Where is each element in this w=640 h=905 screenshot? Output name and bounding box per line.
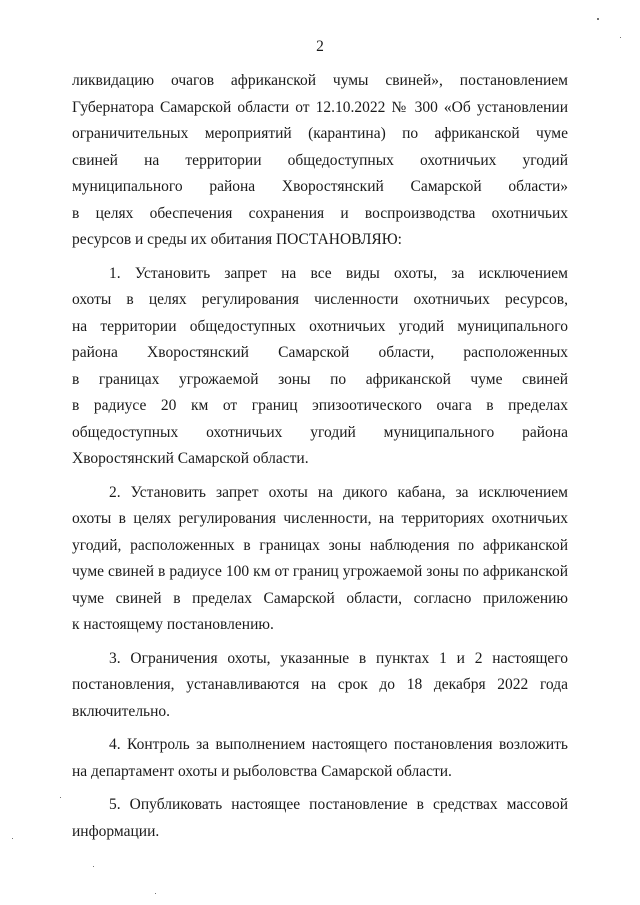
scan-speck bbox=[620, 37, 621, 38]
text-line: Губернатора Самарской области от 12.10.2022 № 300 «Об установлении bbox=[72, 98, 568, 116]
text-line: ресурсов и среды их обитания ПОСТАНОВЛЯЮ: bbox=[72, 231, 402, 248]
text-line: свиней на территории общедоступных охотничьих угодий bbox=[72, 151, 568, 169]
text-line: в целях обеспечения сохранения и воспроизводства охотничьих bbox=[72, 204, 568, 222]
text-line: чуме свиней в пределах Самарской области, согласно приложению bbox=[72, 589, 568, 607]
paragraph-item-1 bbox=[72, 261, 568, 473]
text-line: 1. Установить запрет на все виды охоты, за исключением bbox=[109, 264, 568, 282]
paragraph-item-3 bbox=[72, 646, 568, 726]
text-line: информации. bbox=[72, 822, 160, 840]
text-line: на территории общедоступных охотничьих угодий муниципального bbox=[72, 317, 568, 335]
text-line: охоты в целях регулирования численности, на территориях охотничьих bbox=[72, 510, 568, 527]
text-line: общедоступных охотничьих угодий муниципального района bbox=[72, 423, 568, 441]
paragraph-item-4 bbox=[72, 732, 568, 785]
text-line: на департамент охоты и рыболовства Самарской области. bbox=[72, 762, 452, 780]
paragraph-intro bbox=[72, 68, 568, 254]
text-line: 2. Установить запрет охоты на дикого кабана, за исключением bbox=[109, 483, 568, 501]
text-line: ограничительных мероприятий (карантина) по африканской чуме bbox=[72, 125, 568, 142]
text-line: чуме свиней в радиусе 100 км от границ угрожаемой зоны по африканской bbox=[72, 563, 568, 580]
text-line: 5. Опубликовать настоящее постановление в средствах массовой bbox=[109, 796, 568, 813]
page-number: 2 bbox=[316, 38, 324, 55]
text-line: ликвидацию очагов африканской чумы свиней», постановлением bbox=[72, 72, 568, 89]
scan-speck bbox=[93, 866, 94, 867]
scan-speck bbox=[597, 18, 599, 20]
text-line: к настоящему постановлению. bbox=[72, 616, 274, 633]
text-line: 4. Контроль за выполнением настоящего постановления возложить bbox=[109, 736, 568, 753]
document-body bbox=[72, 68, 568, 845]
text-line: Хворостянский Самарской области. bbox=[72, 450, 309, 467]
text-line: муниципального района Хворостянский Самарской области» bbox=[72, 178, 568, 195]
scan-speck bbox=[60, 797, 61, 798]
text-line: 3. Ограничения охоты, указанные в пунктах 1 и 2 настоящего bbox=[109, 649, 568, 667]
text-line: района Хворостянский Самарской области, расположенных bbox=[72, 344, 568, 361]
text-line: включительно. bbox=[72, 702, 171, 720]
scan-speck bbox=[12, 838, 13, 839]
text-line: в границах угрожаемой зоны по африканской чуме свиней bbox=[72, 370, 568, 388]
text-line: охоты в целях регулирования численности охотничьих ресурсов, bbox=[72, 291, 568, 308]
paragraph-item-2 bbox=[72, 480, 568, 639]
text-line: в радиусе 20 км от границ эпизоотического очага в пределах bbox=[72, 397, 568, 414]
paragraph-item-5 bbox=[72, 792, 568, 845]
scan-speck bbox=[155, 893, 156, 894]
text-line: угодий, расположенных в границах зоны наблюдения по африканской bbox=[72, 536, 568, 554]
text-line: постановления, устанавливаются на срок до 18 декабря 2022 года bbox=[72, 676, 568, 693]
